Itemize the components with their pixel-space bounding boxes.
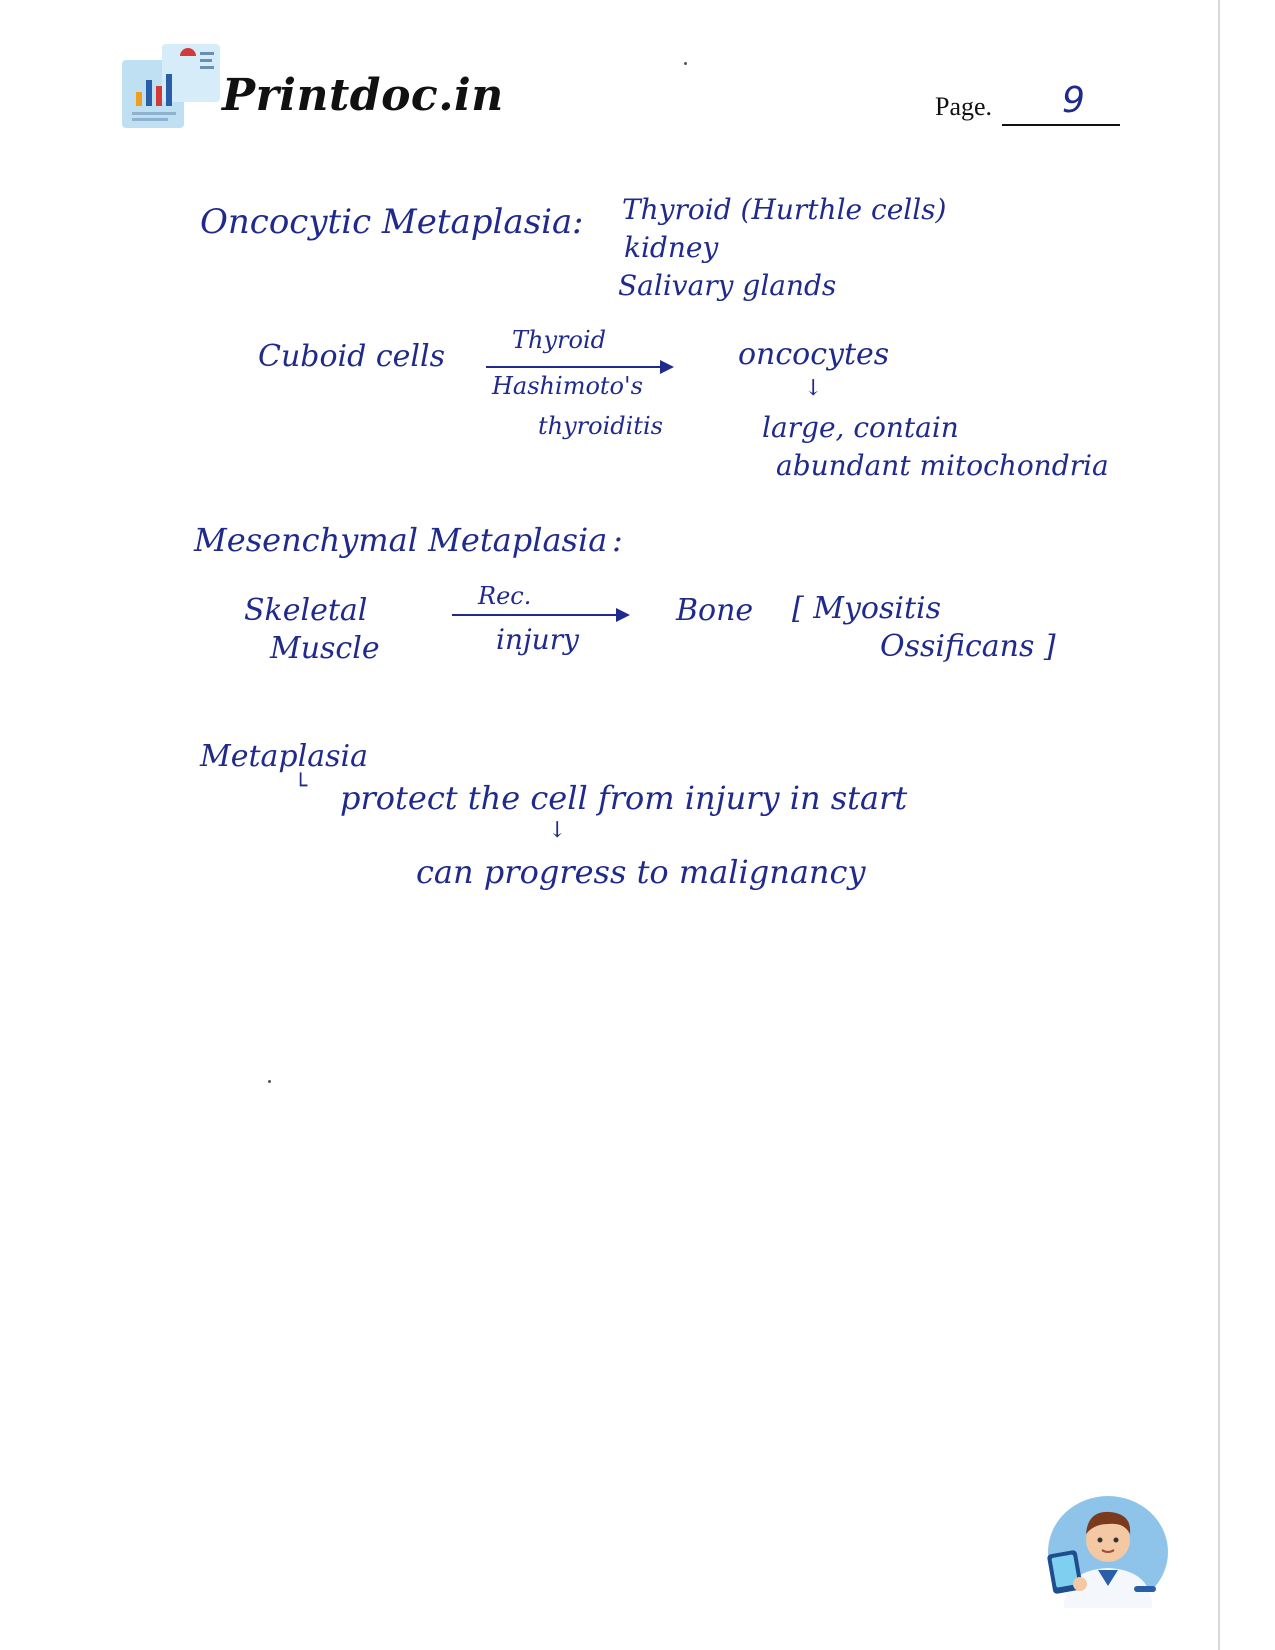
page-number: 9 — [1062, 80, 1085, 121]
to-oncocytes: oncocytes — [738, 337, 890, 372]
line-protect: protect the cell from injury in start — [340, 779, 908, 817]
arrow-label-thyroiditis: thyroiditis — [538, 412, 663, 440]
colon: : — [572, 202, 584, 242]
arrow-label-rec: Rec. — [478, 582, 532, 610]
site-kidney: kidney — [624, 231, 719, 264]
arrow-shaft — [452, 614, 618, 616]
note-abundant-mitochondria: abundant mitochondria — [776, 449, 1109, 482]
speck — [268, 1080, 271, 1083]
arrow-head — [660, 360, 674, 374]
note-large-contain: large, contain — [762, 411, 959, 444]
colon: : — [612, 521, 623, 559]
line-progress: can progress to malignancy — [416, 853, 866, 891]
arrow-label-injury: injury — [496, 623, 579, 656]
bracket-ossificans: Ossificans ] — [880, 629, 1056, 664]
to-bone: Bone — [676, 593, 754, 628]
from-cuboid-cells: Cuboid cells — [258, 339, 446, 374]
site-salivary: Salivary glands — [618, 269, 837, 302]
section-title-metaplasia: Metaplasia — [200, 739, 368, 774]
doctor-with-tablet-icon — [1044, 1490, 1172, 1610]
corner-bullet: └ — [294, 774, 308, 799]
speck — [684, 62, 687, 65]
page-number-underline — [1002, 124, 1120, 126]
section-title-mesenchymal: Mesenchymal Metaplasia — [194, 521, 608, 559]
down-arrow: ↓ — [548, 818, 567, 843]
from-muscle: Muscle — [270, 631, 380, 666]
document-chart-icon — [122, 42, 232, 132]
down-arrow: ↓ — [804, 376, 823, 401]
page-label: Page. — [935, 92, 993, 121]
arrow-shaft — [486, 366, 662, 368]
section-title-oncocytic: Oncocytic Metaplasia — [200, 202, 573, 242]
brand-name: Printdoc.in — [222, 70, 504, 121]
site-thyroid: Thyroid (Hurthle cells) — [622, 193, 947, 226]
from-skeletal: Skeletal — [244, 593, 368, 628]
bracket-myositis: [ Myositis — [792, 591, 942, 626]
arrow-label-thyroid: Thyroid — [512, 326, 606, 354]
arrow-label-hashimoto: Hashimoto's — [492, 372, 643, 400]
arrow-head — [616, 608, 630, 622]
